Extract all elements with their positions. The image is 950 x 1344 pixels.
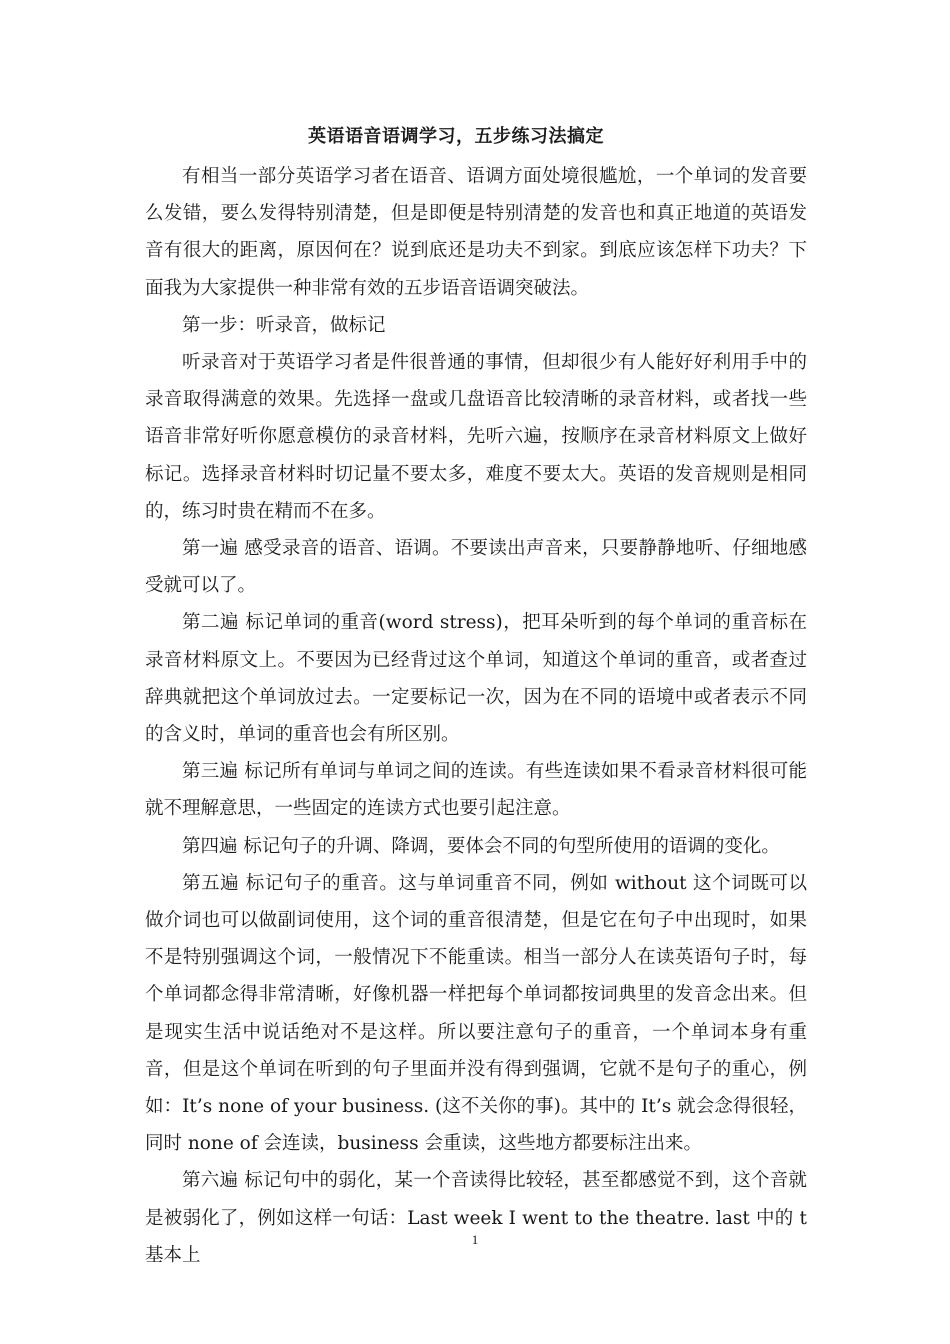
paragraph-step-one-body: 听录音对于英语学习者是件很普通的事情，但却很少有人能好好利用手中的录音取得满意的效果。先选择一盘或几盘语音比较清晰的录音材料，或者找一些语音非常好听你愿意模仿的录音材料，先听六遍，按顺序在录音材料原文上做好标记。选择录音材料时切记量不要太多，难度不要太大。英语的发音规则是相同的，练习时贵在精而不在多。: [145, 352, 807, 522]
paragraph-pass-five: 第五遍 标记句子的重音。这与单词重音不同，例如 without 这个词既可以做介词也可以做副词使用，这个词的重音很清楚，但是它在句子中出现时，如果不是特别强调这个词，一般情况下不能重读。相当一部分人在读英语句子时，每个单词都念得非常清晰，好像机器一样把每个单词都按词典里的发音念出来。但是现实生活中说话绝对不是这样。所以要注意句子的重音，一个单词本身有重音，但是这个单词在听到的句子里面并没有得到强调，它就不是句子的重心，例如：It’s none of your business. (这不关你的事)。其中的 It’s 就会念得很轻，同时 none of 会连读，business 会重读，这些地方都要标注出来。: [145, 872, 807, 1155]
paragraph-pass-two: 第二遍 标记单词的重音(word stress)，把耳朵听到的每个单词的重音标在录音材料原文上。不要因为已经背过这个单词，知道这个单词的重音，或者查过辞典就把这个单词放过去。一定要标记一次，因为在不同的语境中或者表示不同的含义时，单词的重音也会有所区别。: [145, 612, 807, 746]
paragraph-step-one-heading: 第一步：听录音，做标记: [182, 314, 386, 336]
document-body: [145, 120, 807, 1274]
page-number: 1: [471, 1232, 479, 1247]
paragraph-pass-four: 第四遍 标记句子的升调、降调，要体会不同的句型所使用的语调的变化。: [182, 835, 780, 857]
paragraph-pass-six: 第六遍 标记句中的弱化，某一个音读得比较轻，甚至都感觉不到，这个音就是被弱化了，例如这样一句话：Last week I went to the theatre. last 中的 t 基本上: [145, 1170, 807, 1266]
paragraph-pass-three: 第三遍 标记所有单词与单词之间的连读。有些连读如果不看录音材料很可能就不理解意思，一些固定的连读方式也要引起注意。: [145, 761, 807, 820]
paragraph-intro: 有相当一部分英语学习者在语音、语调方面处境很尴尬，一个单词的发音要么发错，要么发得特别清楚，但是即便是特别清楚的发音也和真正地道的英语发音有很大的距离，原因何在？说到底还是功夫不到家。到底应该怎样下功夫？下面我为大家提供一种非常有效的五步语音语调突破法。: [145, 166, 807, 299]
document-title: 英语语音语调学习，五步练习法搞定: [308, 126, 604, 147]
paragraph-pass-one: 第一遍 感受录音的语音、语调。不要读出声音来，只要静静地听、仔细地感受就可以了。: [145, 538, 807, 597]
